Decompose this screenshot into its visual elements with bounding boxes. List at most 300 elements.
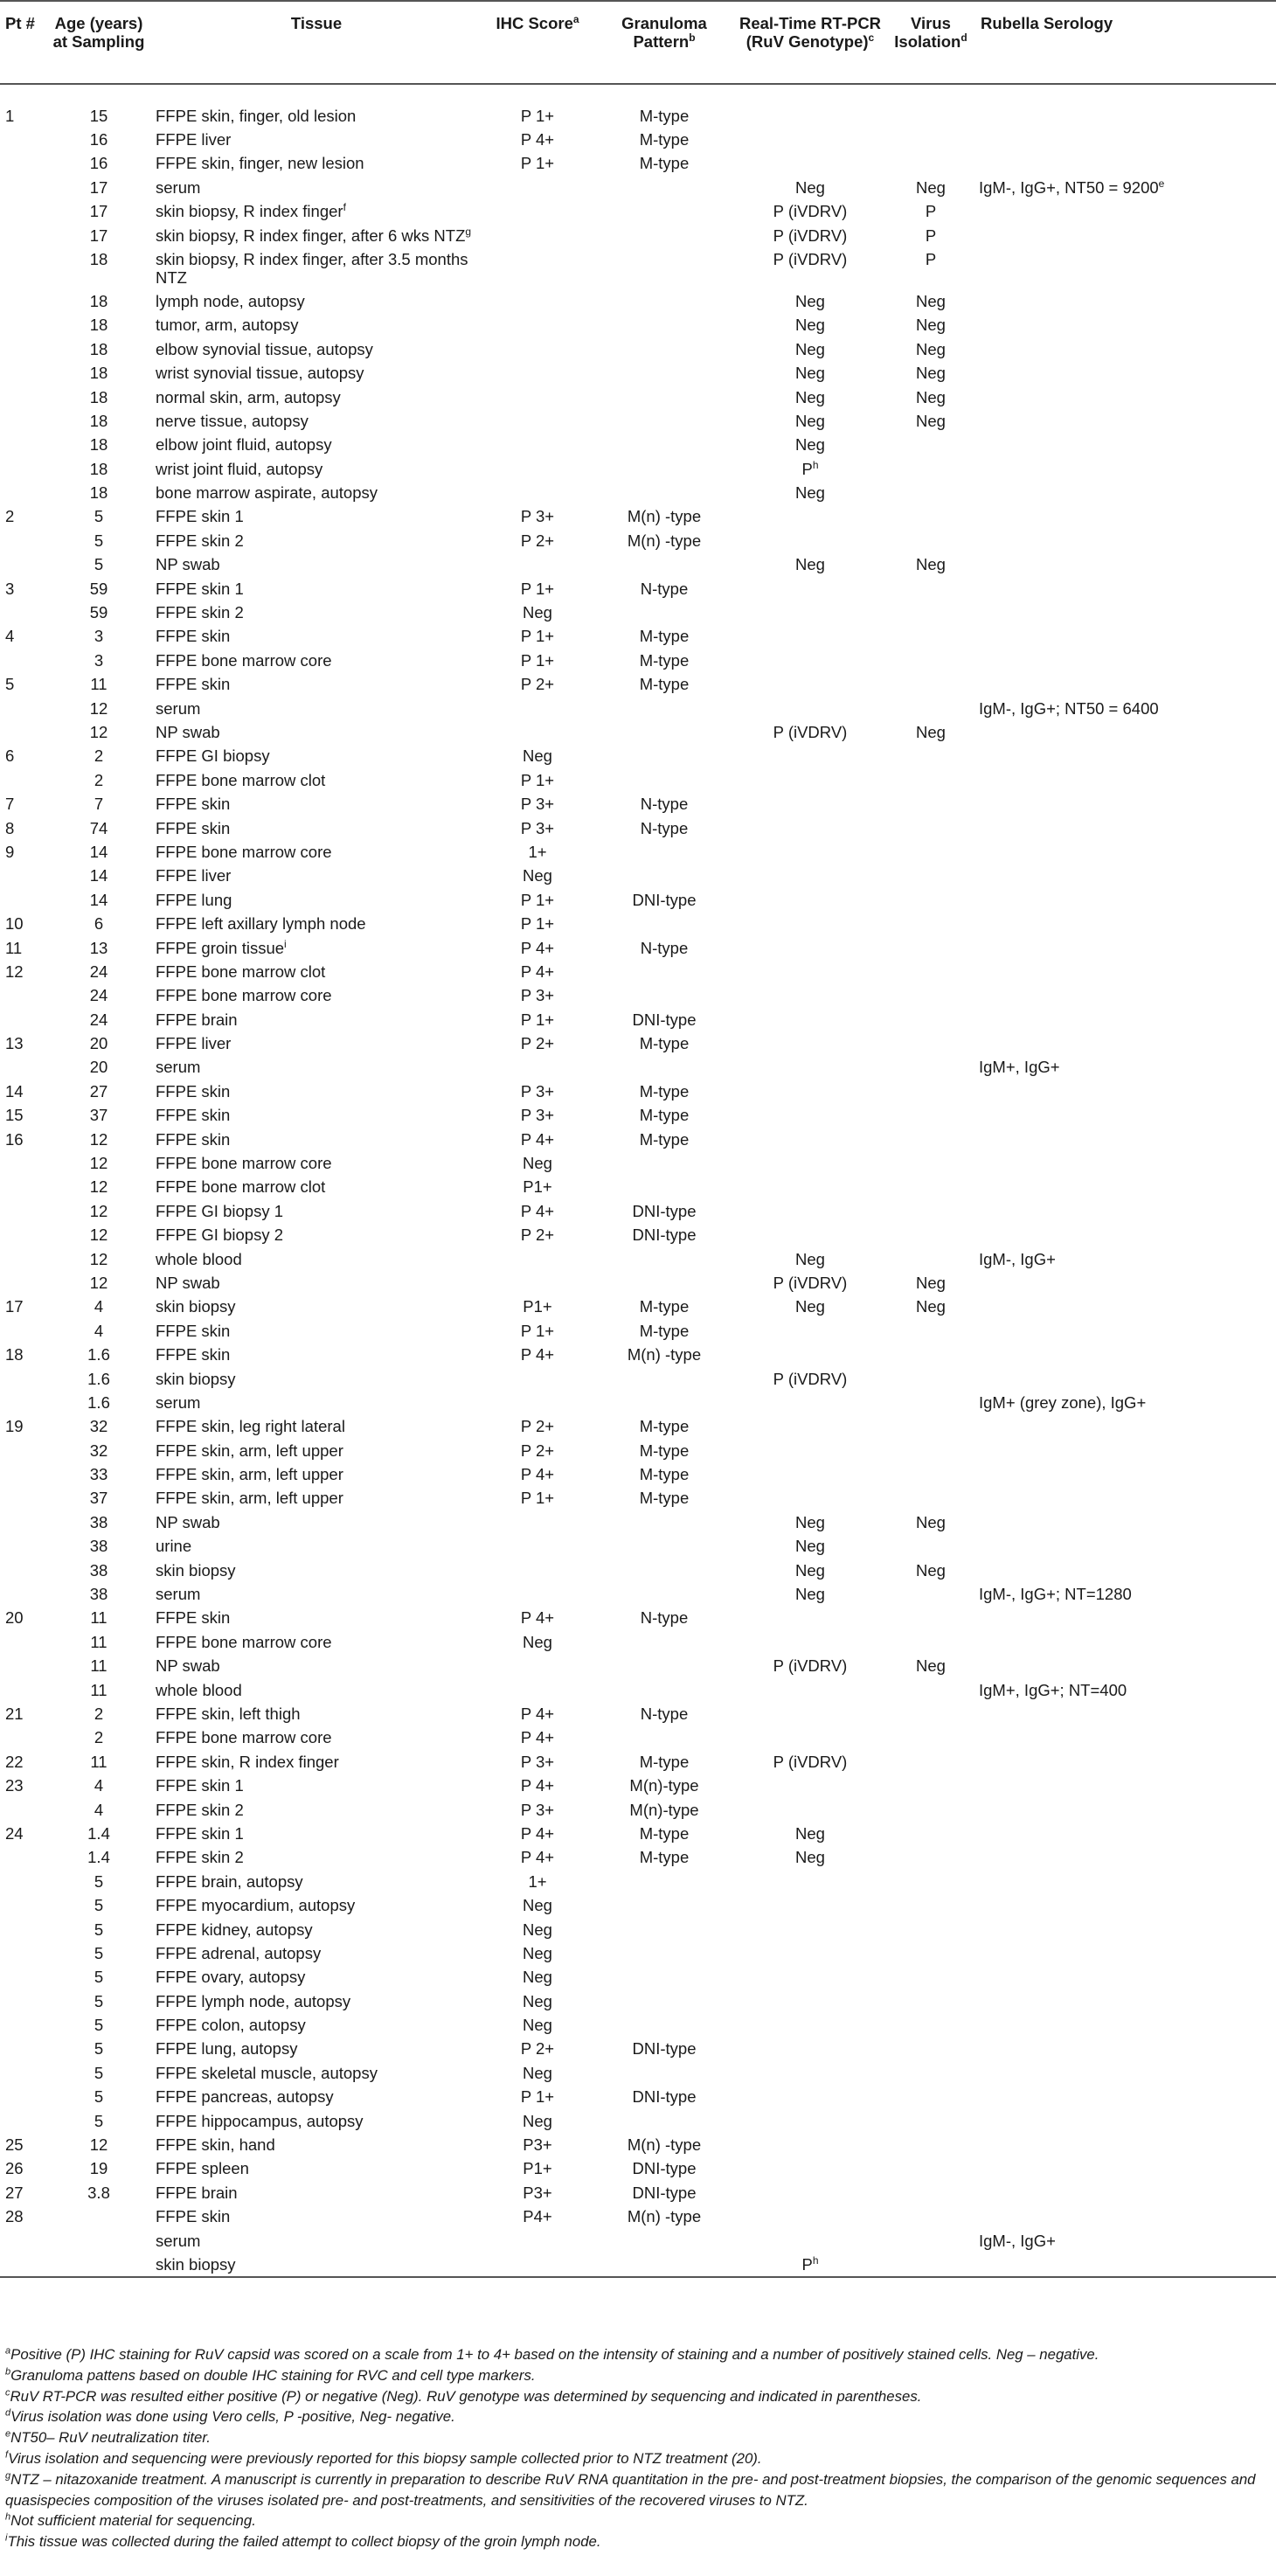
cell-tissue: skin biopsy [156, 1297, 236, 1316]
cell-gran [594, 361, 734, 385]
cell-pcr [734, 1462, 886, 1486]
table-row [0, 792, 1276, 816]
cell-age: 18 [89, 387, 108, 406]
cell-vir [886, 768, 975, 792]
cell-vir: Neg [916, 1512, 946, 1531]
cell-pt [0, 1175, 45, 1198]
cell-pcr [734, 649, 886, 672]
cell-pt [0, 224, 45, 247]
cell-tissue: FFPE skin 1 [156, 1823, 244, 1843]
cell-gran: M-type [639, 107, 690, 125]
cell-ihc [481, 409, 594, 433]
footnote: $^g$NTZ – nitazoxanide treatment. A manuscript is currently in preparation to describe RuV RNA quantitation in the pre- and post-treatment biopsies, the comparison of the genomic sequences and quasispecies composition of the viruses isolated pre- and post-treatments, and sensitivities of the recovered viruses to NTZ. [5, 2470, 1256, 2509]
cell-pt [0, 151, 45, 175]
cell-gran [594, 385, 734, 409]
cell-tissue: FFPE bone marrow clot [156, 1177, 326, 1197]
cell-pcr [734, 888, 886, 912]
cell-age: 15 [89, 107, 108, 125]
cell-vir [886, 2253, 975, 2277]
table-row [0, 337, 1276, 361]
col-header-serology: Rubella Serology [975, 1, 1276, 84]
cell-tissue: skin biopsy [156, 1369, 236, 1388]
footnote: $^i$This tissue was collected during the failed attempt to collect biopsy of the groin lymph node. [5, 2532, 601, 2551]
cell-vir [886, 888, 975, 912]
cell-ihc: P 4+ [520, 938, 555, 957]
cell-pcr [734, 960, 886, 983]
cell-vir [886, 1175, 975, 1198]
cell-pcr: Neg [795, 177, 825, 197]
cell-tissue: FFPE skin [156, 1608, 231, 1628]
cell-ihc [481, 1510, 594, 1534]
cell-vir [886, 1918, 975, 1941]
table-row [0, 624, 1276, 648]
cell-vir: Neg [916, 339, 946, 358]
cell-sero: IgM+, IgG+; NT=400 [979, 1680, 1127, 1699]
cell-vir [886, 1391, 975, 1414]
table-row [0, 481, 1276, 504]
cell-pt [0, 1918, 45, 1941]
cell-gran: M-type [639, 1823, 690, 1843]
table-row [0, 1989, 1276, 2013]
cell-age [45, 2205, 152, 2228]
cell-ihc: P 1+ [520, 914, 555, 934]
cell-ihc: P 2+ [520, 1441, 555, 1460]
table-row [0, 289, 1276, 313]
cell-pcr [734, 864, 886, 887]
cell-pcr: Neg [795, 364, 825, 383]
cell-vir [886, 2061, 975, 2085]
cell-pcr: P (iVDRV) [773, 1656, 848, 1676]
cell-gran: M(n) -type [627, 2207, 702, 2226]
cell-sero [975, 1941, 1276, 1965]
table-row [0, 1414, 1276, 1438]
cell-age: 5 [94, 2016, 104, 2035]
cell-gran [594, 1918, 734, 1941]
cell-pcr [734, 1439, 886, 1462]
cell-ihc [481, 224, 594, 247]
cell-gran: M-type [639, 1081, 690, 1101]
table-row [0, 1725, 1276, 1749]
table-row [0, 768, 1276, 792]
cell-vir [886, 1702, 975, 1725]
cell-sero [975, 552, 1276, 576]
cell-pcr [734, 1678, 886, 1702]
footnote-letter: d [5, 2407, 11, 2419]
cell-tissue: FFPE bone marrow core [156, 1632, 332, 1651]
cell-age: 12 [89, 1273, 108, 1292]
cell-vir [886, 1343, 975, 1366]
cell-ihc [481, 1367, 594, 1391]
cell-vir [886, 1582, 975, 1606]
cell-sero [975, 1750, 1276, 1774]
cell-age: 12 [89, 722, 108, 741]
cell-sero [975, 1702, 1276, 1725]
cell-pcr [734, 1391, 886, 1414]
cell-tissue: FFPE groin tissue$^i$ [156, 937, 287, 957]
cell-pcr [734, 672, 886, 696]
cell-ihc: Neg [523, 1991, 552, 2010]
cell-pcr: Neg [795, 1249, 825, 1268]
cell-pt [0, 1391, 45, 1414]
cell-age: 16 [89, 154, 108, 173]
cell-vir: Neg [916, 555, 946, 574]
cell-ihc [481, 552, 594, 576]
table-row [0, 2205, 1276, 2228]
cell-sero: IgM-, IgG+ [979, 2231, 1056, 2250]
col-header-granuloma-note: b [689, 31, 696, 44]
cell-ihc: P 4+ [520, 1345, 555, 1364]
table-row [0, 1151, 1276, 1175]
table-row [0, 1893, 1276, 1917]
cell-age: 5 [94, 1871, 104, 1891]
cell-gran [594, 1510, 734, 1534]
cell-pt: 1 [5, 107, 15, 125]
cell-ihc: Neg [523, 603, 552, 622]
cell-pt [0, 1486, 45, 1510]
cell-age: 32 [89, 1441, 108, 1460]
cell-age: 14 [89, 890, 108, 909]
table-row [0, 1774, 1276, 1797]
cell-gran: DNI-type [632, 890, 697, 909]
col-header-pcr-note: c [868, 31, 875, 44]
cell-pt [0, 552, 45, 576]
cell-vir [886, 481, 975, 504]
cell-gran: N-type [640, 1705, 689, 1723]
cell-gran [594, 2061, 734, 2085]
cell-sero [975, 816, 1276, 840]
cell-pt [0, 1582, 45, 1606]
cell-sero [975, 2133, 1276, 2156]
cell-gran [594, 552, 734, 576]
cell-sero [975, 457, 1276, 481]
cell-pt [0, 888, 45, 912]
cell-pcr: $P^h$ [734, 2253, 886, 2277]
cell-sero [975, 313, 1276, 337]
cell-tissue: FFPE pancreas, autopsy [156, 2087, 334, 2107]
cell-sero [975, 199, 1276, 223]
cell-vir [886, 1750, 975, 1774]
cell-pt [0, 1151, 45, 1175]
cell-age: 18 [89, 364, 108, 383]
table-row [0, 409, 1276, 433]
cell-gran: DNI-type [632, 1226, 697, 1245]
cell-pt: 27 [5, 2183, 24, 2202]
cell-tissue: wrist synovial tissue, autopsy [156, 364, 364, 383]
cell-vir [886, 744, 975, 767]
cell-gran [594, 1367, 734, 1391]
cell-gran [594, 224, 734, 247]
cell-ihc: P 2+ [520, 1034, 555, 1053]
cell-age: 1.6 [87, 1369, 110, 1388]
cell-pcr [734, 1941, 886, 1965]
cell-pcr: Neg [795, 555, 825, 574]
cell-tissue: NP swab [156, 1656, 220, 1676]
cell-gran: M(n)-type [629, 1776, 699, 1795]
cell-tissue: NP swab [156, 722, 220, 741]
cell-age: 12 [89, 698, 108, 718]
cell-age: 17 [89, 202, 108, 221]
cell-vir: Neg [916, 387, 946, 406]
cell-ihc [481, 1678, 594, 1702]
cell-tissue: FFPE skin 1 [156, 1776, 244, 1795]
cell-sero [975, 720, 1276, 744]
cell-vir [886, 2181, 975, 2205]
cell-age: 24 [89, 962, 108, 981]
table-row [0, 1199, 1276, 1223]
cell-tissue: FFPE GI biopsy 2 [156, 1226, 283, 1245]
cell-age: 5 [94, 2087, 104, 2107]
cell-pt: 18 [5, 1345, 24, 1364]
cell-pt: 25 [5, 2135, 24, 2155]
cell-pcr [734, 1103, 886, 1127]
cell-ihc: P 3+ [520, 1800, 555, 1819]
cell-vir: Neg [916, 1656, 946, 1676]
table-row [0, 2253, 1276, 2277]
cell-vir [886, 912, 975, 935]
cell-vir: Neg [916, 364, 946, 383]
cell-vir [886, 1725, 975, 1749]
cell-tissue: FFPE bone marrow core [156, 1728, 332, 1747]
table-row [0, 1319, 1276, 1343]
cell-tissue: elbow joint fluid, autopsy [156, 435, 332, 455]
cell-pt [0, 289, 45, 313]
cell-sero [975, 1295, 1276, 1318]
cell-gran: DNI-type [632, 1201, 697, 1220]
cell-gran [594, 433, 734, 456]
cell-pcr: Neg [795, 1823, 825, 1843]
cell-gran: N-type [640, 1608, 689, 1628]
table-row [0, 2037, 1276, 2060]
table-row [0, 1918, 1276, 1941]
cell-pt [0, 1893, 45, 1917]
cell-sero [975, 504, 1276, 528]
cell-gran [594, 601, 734, 624]
cell-ihc [481, 720, 594, 744]
cell-vir: Neg [916, 291, 946, 310]
cell-gran [594, 840, 734, 864]
cell-tissue: FFPE skin [156, 1081, 231, 1101]
col-header-granuloma-label: Granuloma Pattern [621, 14, 707, 51]
col-header-pcr [734, 1, 886, 84]
cell-gran: M-type [639, 154, 690, 173]
cell-tissue: serum [156, 698, 201, 718]
cell-ihc: P 1+ [520, 770, 555, 789]
cell-age: 38 [89, 1512, 108, 1531]
cell-sero [975, 577, 1276, 601]
cell-tissue: NP swab [156, 1273, 220, 1292]
cell-sero [975, 1774, 1276, 1797]
cell-ihc: P 1+ [520, 890, 555, 909]
cell-gran [594, 912, 734, 935]
cell-pcr: Neg [795, 1297, 825, 1316]
cell-pcr [734, 2061, 886, 2085]
col-header-ihc [481, 1, 594, 84]
cell-vir [886, 864, 975, 887]
cell-ihc [481, 289, 594, 313]
cell-age: 18 [89, 339, 108, 358]
table-row [0, 224, 1276, 247]
cell-tissue: FFPE lung [156, 890, 232, 909]
cell-pcr [734, 1774, 886, 1797]
cell-pcr [734, 744, 886, 767]
footnotes [0, 2344, 1276, 2552]
table-row [0, 888, 1276, 912]
cell-gran [594, 1391, 734, 1414]
table-row [0, 1223, 1276, 1246]
cell-pcr: P (iVDRV) [773, 1752, 848, 1771]
cell-age: 20 [89, 1058, 108, 1077]
cell-pt: 7 [5, 795, 15, 814]
footnote-letter: a [5, 2345, 11, 2357]
cell-pcr [734, 1870, 886, 1893]
cell-ihc: P 3+ [520, 507, 555, 526]
cell-tissue: FFPE skin, finger, new lesion [156, 154, 364, 173]
cell-gran [594, 1151, 734, 1175]
cell-tissue: FFPE colon, autopsy [156, 2016, 306, 2035]
cell-pt: 11 [5, 938, 23, 957]
cell-sero [975, 247, 1276, 289]
table-row [0, 2229, 1276, 2253]
cell-ihc [481, 1559, 594, 1582]
cell-ihc [481, 199, 594, 223]
cell-ihc [481, 697, 594, 720]
cell-tissue: FFPE bone marrow core [156, 650, 332, 670]
cell-pcr: Neg [795, 435, 825, 455]
cell-ihc: P 1+ [520, 154, 555, 173]
cell-pt [0, 1965, 45, 1989]
cell-pt: 12 [5, 962, 24, 981]
cell-tissue: FFPE bone marrow clot [156, 770, 326, 789]
cell-tissue: FFPE skin, arm, left upper [156, 1441, 343, 1460]
cell-tissue: serum [156, 1058, 201, 1077]
cell-sero: IgM-, IgG+; NT50 = 6400 [979, 698, 1159, 718]
cell-vir [886, 960, 975, 983]
cell-pt [0, 1008, 45, 1031]
cell-gran [594, 2013, 734, 2037]
cell-sero [975, 84, 1276, 128]
footnote-letter: c [5, 2387, 10, 2398]
cell-ihc: P1+ [523, 1297, 552, 1316]
cell-age: 11 [90, 1656, 107, 1676]
table-row [0, 1439, 1276, 1462]
cell-age: 5 [94, 1943, 104, 1962]
cell-ihc: Neg [523, 866, 552, 885]
cell-pcr [734, 2229, 886, 2253]
cell-vir [886, 649, 975, 672]
cell-pcr: P (iVDRV) [773, 249, 848, 268]
cell-age: 4 [94, 1321, 104, 1340]
cell-ihc [481, 481, 594, 504]
cell-sero [975, 2037, 1276, 2060]
cell-ihc: P 3+ [520, 1081, 555, 1101]
cell-pt: 28 [5, 2207, 24, 2226]
cell-tissue: FFPE lymph node, autopsy [156, 1991, 351, 2010]
cell-pcr [734, 1031, 886, 1055]
cell-vir [886, 529, 975, 552]
cell-age: 11 [90, 1632, 107, 1651]
cell-tissue: FFPE brain [156, 1010, 238, 1029]
cell-ihc: Neg [523, 1154, 552, 1173]
cell-age: 18 [89, 249, 108, 268]
cell-vir [886, 2085, 975, 2108]
cell-tissue: FFPE bone marrow core [156, 986, 332, 1005]
cell-gran [594, 1582, 734, 1606]
cell-gran [594, 2253, 734, 2277]
cell-ihc: P 1+ [520, 579, 555, 598]
cell-age: 37 [89, 1106, 108, 1125]
cell-age: 18 [89, 435, 108, 455]
cell-tissue: serum [156, 1585, 201, 1604]
cell-vir: Neg [916, 316, 946, 335]
cell-gran: M-type [639, 1321, 690, 1340]
cell-pcr [734, 912, 886, 935]
table-row [0, 2085, 1276, 2108]
cell-age: 38 [89, 1537, 108, 1556]
cell-pcr [734, 1008, 886, 1031]
col-header-ihc-label: IHC Score [496, 14, 573, 32]
cell-tissue: FFPE kidney, autopsy [156, 1920, 313, 1939]
cell-pcr: Neg [795, 291, 825, 310]
cell-gran: M-type [639, 1034, 690, 1053]
cell-tissue: FFPE left axillary lymph node [156, 914, 366, 934]
cell-pcr [734, 601, 886, 624]
cell-age: 12 [89, 1201, 108, 1220]
cell-sero [975, 289, 1276, 313]
cell-pcr [734, 1343, 886, 1366]
table-row [0, 936, 1276, 960]
cell-age: 18 [89, 316, 108, 335]
cell-sero [975, 337, 1276, 361]
cell-sero [975, 1080, 1276, 1103]
cell-pcr: Neg [795, 387, 825, 406]
cell-pcr [734, 768, 886, 792]
cell-ihc: P 4+ [520, 962, 555, 981]
cell-gran: M-type [639, 1129, 690, 1149]
cell-ihc: P 4+ [520, 1201, 555, 1220]
cell-ihc [481, 247, 594, 289]
cell-gran [594, 1989, 734, 2013]
cell-tissue: NP swab [156, 555, 220, 574]
table-row [0, 1678, 1276, 1702]
cell-vir [886, 1128, 975, 1151]
cell-pt [0, 481, 45, 504]
cell-tissue: FFPE skin, left thigh [156, 1705, 301, 1723]
cell-sero [975, 624, 1276, 648]
cell-pt [0, 1271, 45, 1295]
cell-vir: P [925, 202, 937, 221]
cell-gran [594, 1654, 734, 1677]
cell-sero: IgM-, IgG+ [979, 1249, 1056, 1268]
cell-vir [886, 2013, 975, 2037]
cell-ihc [481, 1534, 594, 1558]
cell-sero [975, 529, 1276, 552]
cell-sero [975, 1319, 1276, 1343]
cell-sero [975, 2013, 1276, 2037]
cell-vir [886, 1223, 975, 1246]
cell-pt [0, 176, 45, 199]
cell-ihc [481, 1654, 594, 1677]
cell-vir [886, 1845, 975, 1869]
cell-pt [0, 1559, 45, 1582]
cell-gran [594, 983, 734, 1007]
cell-vir [886, 151, 975, 175]
table-row [0, 1845, 1276, 1869]
cell-age: 1.4 [87, 1848, 110, 1867]
cell-gran [594, 1965, 734, 1989]
cell-sero [975, 361, 1276, 385]
cell-ihc: P 1+ [520, 650, 555, 670]
col-header-granuloma [594, 1, 734, 84]
